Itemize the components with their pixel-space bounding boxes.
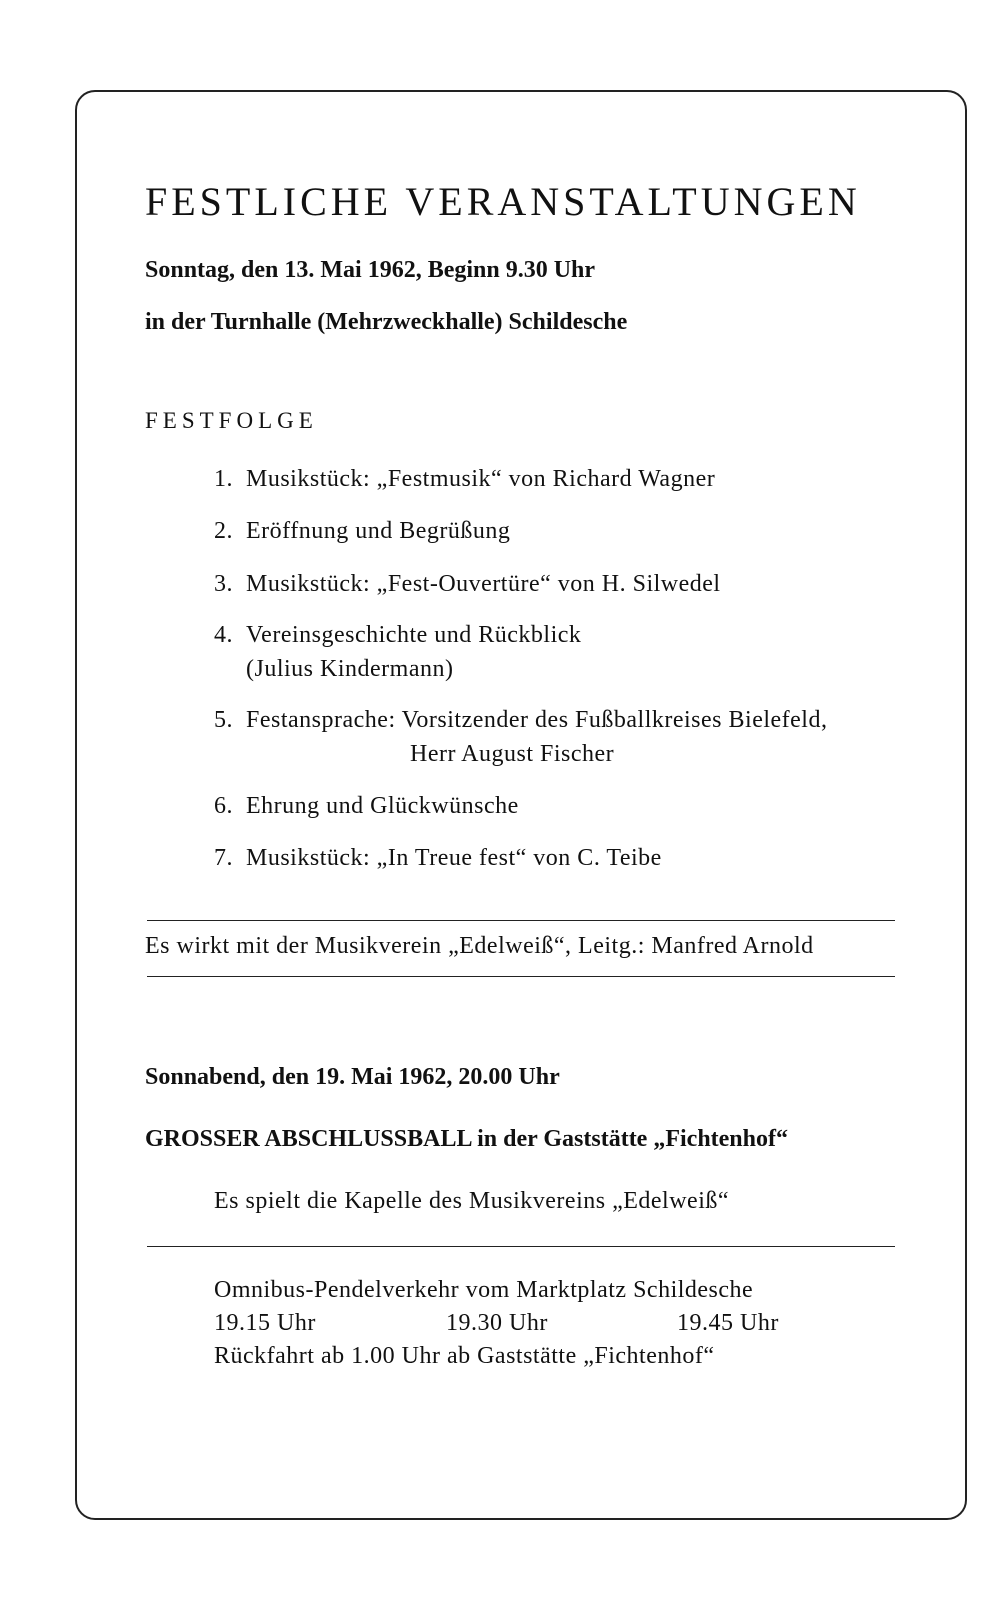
program-item-number: 6. bbox=[214, 793, 233, 819]
program-item-4-sub: (Julius Kindermann) bbox=[246, 656, 454, 682]
program-item-number: 2. bbox=[214, 518, 233, 544]
divider-top bbox=[147, 920, 895, 921]
page-border bbox=[75, 90, 967, 1520]
festfolge-heading: FESTFOLGE bbox=[145, 408, 318, 433]
bus-time-3: 19.45 Uhr bbox=[677, 1310, 779, 1336]
program-item-text: Musikstück: „In Treue fest“ von C. Teibe bbox=[246, 845, 662, 871]
bus-line: Omnibus-Pendelverkehr vom Marktplatz Schildesche bbox=[214, 1277, 754, 1303]
program-item-text: Festansprache: Vorsitzender des Fußballkreises Bielefeld, bbox=[246, 707, 828, 733]
music-note: Es wirkt mit der Musikverein „Edelweiß“, Leitg.: Manfred Arnold bbox=[145, 933, 814, 959]
program-item-2 bbox=[214, 518, 510, 545]
event2-band: Es spielt die Kapelle des Musikvereins „Edelweiß“ bbox=[214, 1188, 730, 1214]
program-item-3 bbox=[214, 571, 721, 598]
page-title: FESTLICHE VERANSTALTUNGEN bbox=[145, 179, 861, 224]
bus-time-1: 19.15 Uhr bbox=[214, 1310, 316, 1336]
program-item-text: Vereinsgeschichte und Rückblick bbox=[246, 622, 582, 648]
event2-date: Sonnabend, den 19. Mai 1962, 20.00 Uhr bbox=[145, 1064, 560, 1090]
bus-time-2: 19.30 Uhr bbox=[446, 1310, 548, 1336]
program-item-number: 1. bbox=[214, 466, 233, 492]
program-item-text: Musikstück: „Festmusik“ von Richard Wagner bbox=[246, 466, 716, 492]
program-item-number: 5. bbox=[214, 707, 233, 733]
program-item-5 bbox=[214, 707, 827, 734]
program-item-4 bbox=[214, 622, 581, 649]
program-item-5-sub: Herr August Fischer bbox=[410, 741, 615, 767]
program-item-number: 7. bbox=[214, 845, 233, 871]
event1-venue: in der Turnhalle (Mehrzweckhalle) Schildesche bbox=[145, 309, 628, 335]
program-item-text: Eröffnung und Begrüßung bbox=[246, 518, 511, 544]
program-item-text: Ehrung und Glückwünsche bbox=[246, 793, 519, 819]
program-item-text: Musikstück: „Fest-Ouvertüre“ von H. Silwedel bbox=[246, 571, 721, 597]
program-item-6 bbox=[214, 793, 519, 820]
program-item-number: 4. bbox=[214, 622, 233, 648]
event2-ball: GROSSER ABSCHLUSSBALL in der Gaststätte „Fichtenhof“ bbox=[145, 1126, 788, 1152]
divider-bottom bbox=[147, 976, 895, 977]
program-item-1 bbox=[214, 466, 715, 493]
bus-return: Rückfahrt ab 1.00 Uhr ab Gaststätte „Fichtenhof“ bbox=[214, 1343, 715, 1369]
program-item-7 bbox=[214, 845, 662, 872]
program-item-number: 3. bbox=[214, 571, 233, 597]
event1-date: Sonntag, den 13. Mai 1962, Beginn 9.30 Uhr bbox=[145, 257, 596, 283]
divider-bus bbox=[147, 1246, 895, 1247]
